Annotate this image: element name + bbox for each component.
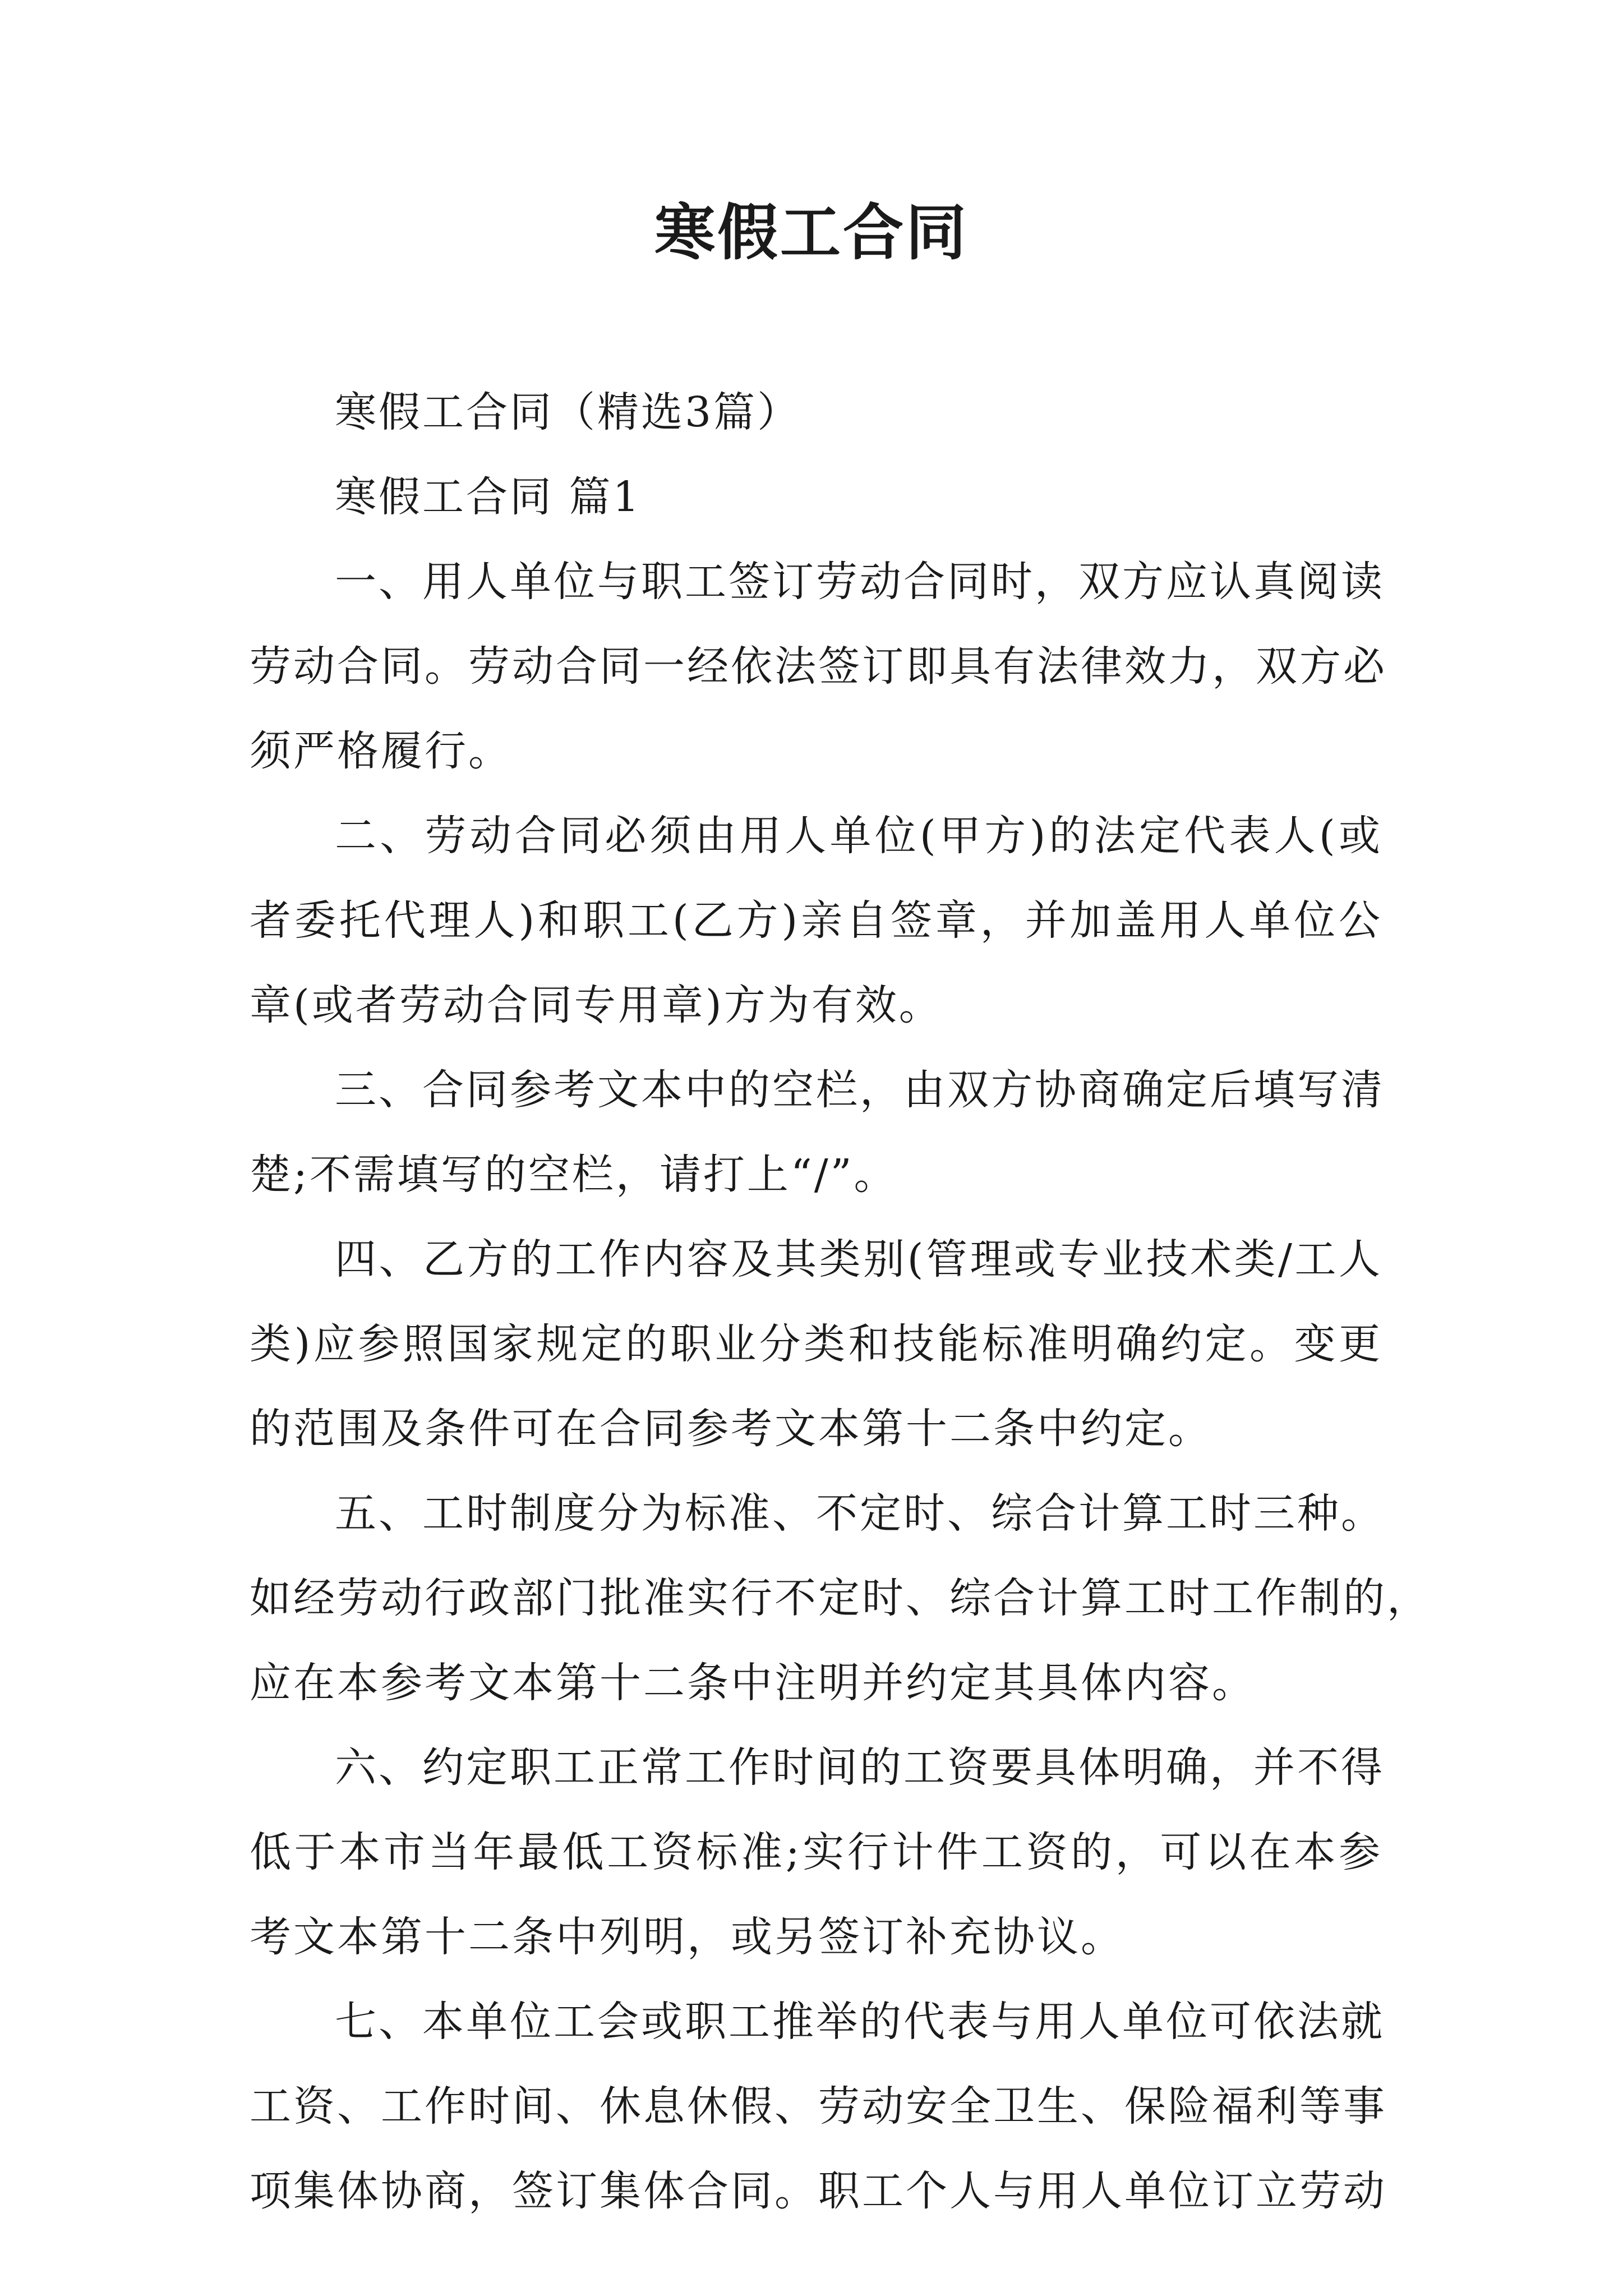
paragraph-3-line-2: 楚;不需填写的空栏，请打上“/”。 [250, 1151, 898, 1199]
paragraph-3-line-1: 三、合同参考文本中的空栏，由双方协商确定后填写清 [335, 1066, 1385, 1114]
paragraph-5-line-1: 五、工时制度分为标准、不定时、综合计算工时三种。 [335, 1489, 1385, 1538]
section-heading: 寒假工合同 篇1 [335, 473, 642, 521]
paragraph-1-line-3: 须严格履行。 [250, 727, 512, 775]
paragraph-4-line-2: 类)应参照国家规定的职业分类和技能标准明确约定。变更 [250, 1320, 1382, 1368]
paragraph-4-line-3: 的范围及条件可在合同参考文本第十二条中约定。 [250, 1405, 1212, 1453]
paragraph-6-line-1: 六、约定职工正常工作时间的工资要具体明确，并不得 [335, 1743, 1385, 1792]
paragraph-7-line-1: 七、本单位工会或职工推举的代表与用人单位可依法就 [335, 1998, 1385, 2046]
paragraph-2-line-2: 者委托代理人)和职工(乙方)亲自签章，并加盖用人单位公 [250, 896, 1382, 945]
paragraph-4-line-1: 四、乙方的工作内容及其类别(管理或专业技术类/工人 [335, 1235, 1382, 1283]
document-title: 寒假工合同 [654, 197, 969, 268]
paragraph-1-line-2: 劳动合同。劳动合同一经依法签订即具有法律效力，双方必 [250, 642, 1387, 691]
paragraph-7-line-3: 项集体协商，签订集体合同。职工个人与用人单位订立劳动 [250, 2167, 1387, 2215]
document-body [250, 370, 1431, 2234]
paragraph-2-line-1: 二、劳动合同必须由用人单位(甲方)的法定代表人(或 [335, 812, 1382, 860]
paragraph-6-line-2: 低于本市当年最低工资标准;实行计件工资的，可以在本参 [250, 1828, 1382, 1876]
paragraph-5-line-3: 应在本参考文本第十二条中注明并约定其具体内容。 [250, 1659, 1256, 1707]
paragraph-1-line-1: 一、用人单位与职工签订劳动合同时，双方应认真阅读 [335, 558, 1385, 606]
paragraph-2-line-3: 章(或者劳动合同专用章)方为有效。 [250, 981, 943, 1029]
document-subtitle: 寒假工合同（精选3篇） [335, 388, 801, 436]
paragraph-7-line-2: 工资、工作时间、休息休假、劳动安全卫生、保险福利等事 [250, 2082, 1387, 2131]
paragraph-5-line-2: 如经劳动行政部门批准实行不定时、综合计算工时工作制的， [250, 1574, 1431, 1622]
paragraph-6-line-3: 考文本第十二条中列明，或另签订补充协议。 [250, 1913, 1124, 1961]
